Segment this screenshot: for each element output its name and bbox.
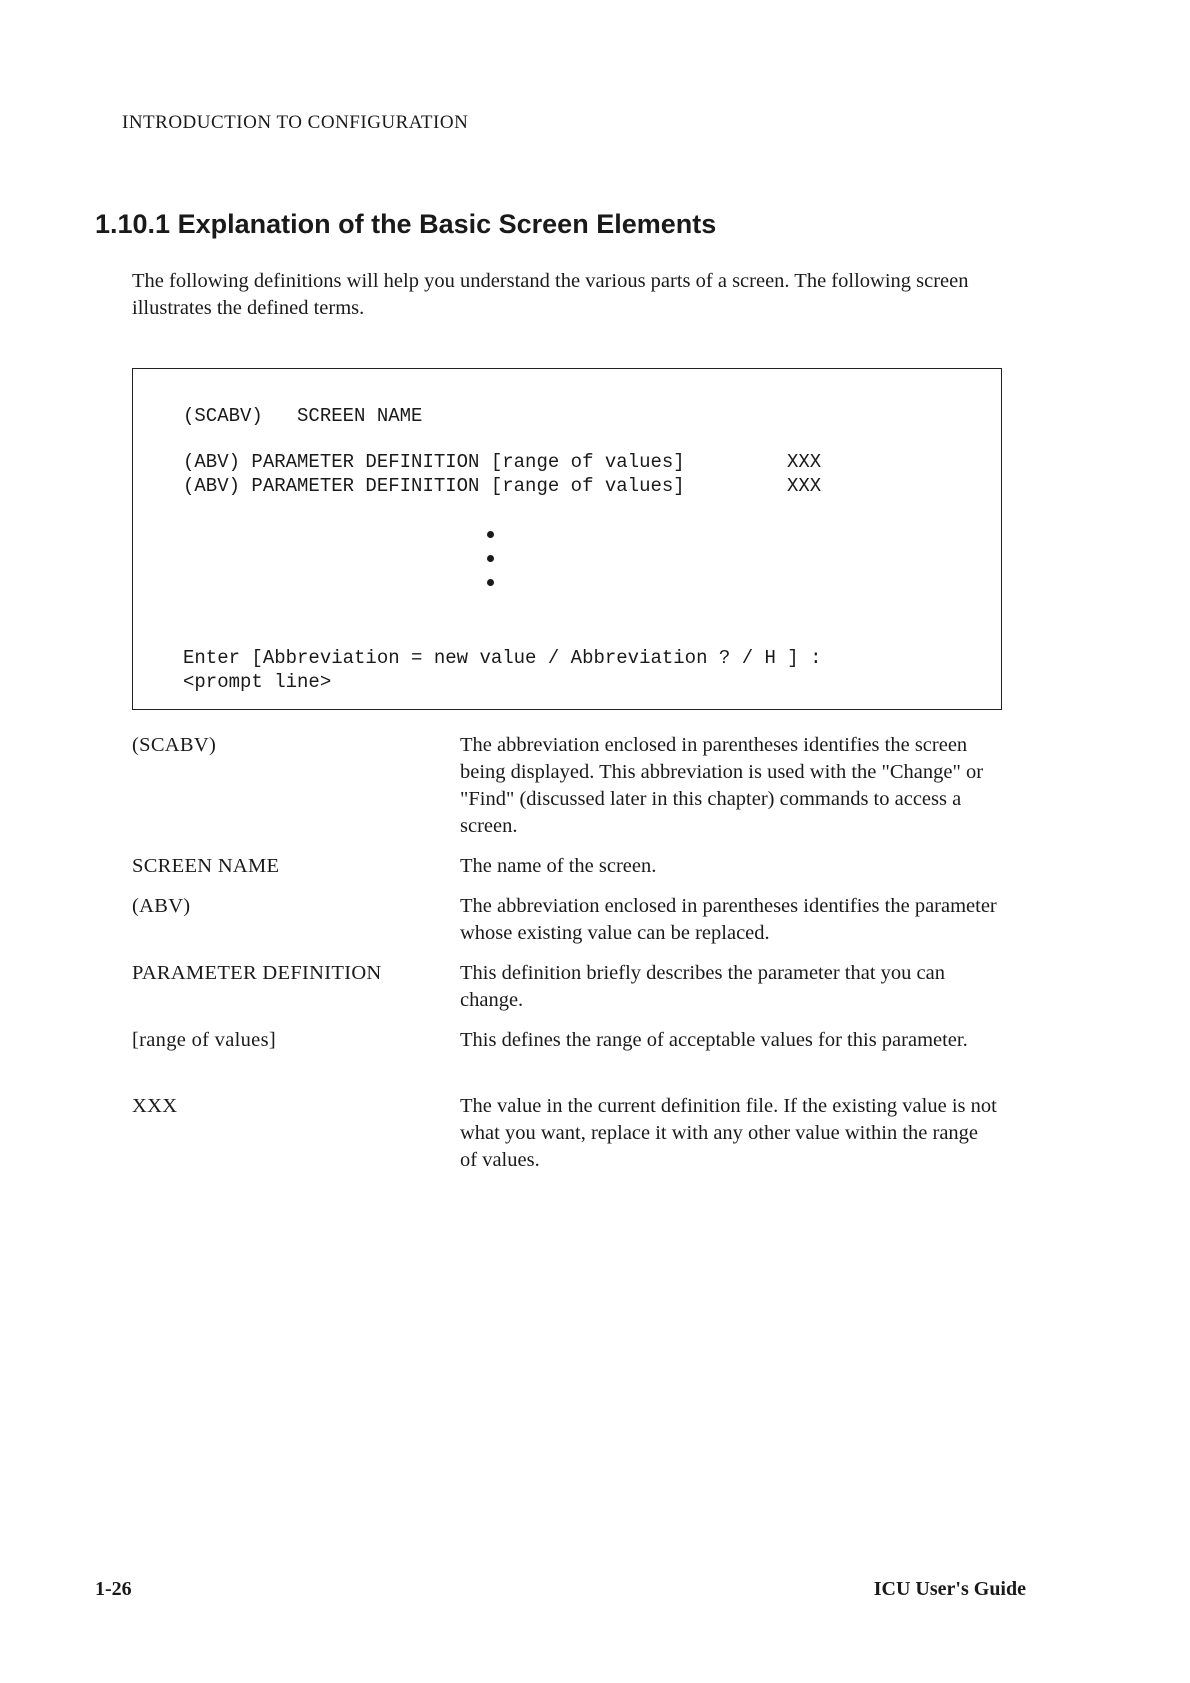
definition-description: The abbreviation enclosed in parentheses identifies the screen being displayed. This abbreviation is used with the "Change" or "Find" (discussed later in this chapter) commands to access a screen.	[460, 734, 984, 837]
definition-description: The abbreviation enclosed in parentheses identifies the parameter whose existing value can be replaced.	[460, 895, 997, 944]
definition-term: PARAMETER DEFINITION	[132, 962, 382, 984]
parameter-line: (ABV) PARAMETER DEFINITION [range of values]	[183, 475, 685, 497]
guide-title: ICU User's Guide	[873, 1578, 1026, 1600]
ellipsis-dot	[487, 531, 494, 538]
prompt-line: <prompt line>	[183, 671, 332, 693]
definition-description: This defines the range of acceptable values for this parameter.	[460, 1029, 968, 1051]
definition-term: (SCABV)	[132, 734, 217, 756]
section-title: 1.10.1 Explanation of the Basic Screen Elements	[95, 209, 717, 239]
intro-paragraph: The following definitions will help you understand the various parts of a screen. The following screen illustrates the defined terms.	[132, 270, 969, 319]
definition-term: [range of values]	[132, 1029, 276, 1051]
definition-description: The name of the screen.	[460, 855, 657, 877]
definition-term: (ABV)	[132, 895, 191, 917]
running-header: INTRODUCTION TO CONFIGURATION	[122, 112, 469, 133]
parameter-line: (ABV) PARAMETER DEFINITION [range of values]	[183, 451, 685, 473]
parameter-value: XXX	[787, 451, 822, 473]
screen-title-line: (SCABV) SCREEN NAME	[183, 405, 423, 427]
enter-command-line: Enter [Abbreviation = new value / Abbreviation ? / H ] :	[183, 647, 822, 669]
definition-term: XXX	[132, 1095, 178, 1117]
definition-description: This definition briefly describes the parameter that you can change.	[460, 962, 945, 1011]
ellipsis-dot	[487, 555, 494, 562]
screen-example-box	[132, 368, 1002, 710]
definition-term: SCREEN NAME	[132, 855, 280, 877]
ellipsis-dot	[487, 579, 494, 586]
parameter-value: XXX	[787, 475, 822, 497]
definition-description: The value in the current definition file. If the existing value is not what you want, replace it with any other value within the range of values.	[460, 1095, 997, 1171]
page-number: 1-26	[95, 1578, 132, 1600]
